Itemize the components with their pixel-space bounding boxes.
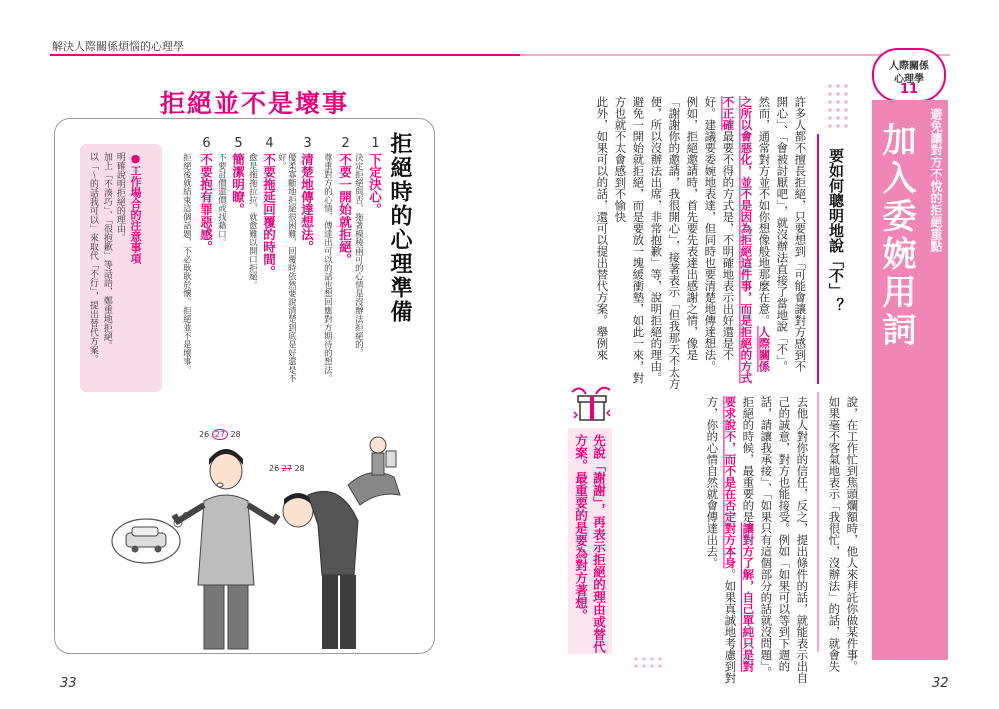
badge-number: 11 <box>899 82 919 97</box>
body-p1-line-2: 開心」、「會被討厭吧」，就沒辦法直接了當地說「不」。 <box>775 96 790 372</box>
calendar-counter-a <box>199 430 241 439</box>
body-p3-line-4: 避免一開始就拒絕，而是要放一塊緩衝墊，如此一來，對 <box>631 96 646 384</box>
body-p4-line-1: 說，在工作忙到焦頭爛額時，他人來拜託你做某件事。 <box>845 396 860 672</box>
refusal-illustration <box>108 425 408 657</box>
body-p4-line-7-highlight: 要求說不，而不是在否定對方本身 <box>723 396 738 569</box>
dot-pattern-bottom-icon <box>632 655 672 669</box>
point-number-5: 5 <box>231 136 246 151</box>
body-p2-line-2: 之所以會惡化，並不是因為拒絕這件事，而是拒絕的方式 <box>739 96 754 384</box>
page-number-right: 32 <box>932 676 949 691</box>
counter-a-28: 28 <box>230 430 241 439</box>
summary-line-2: 方案。最重要的是要為對方著想。 <box>573 434 589 622</box>
point-number-1: 1 <box>368 136 383 151</box>
body-p4-line-6-highlight: 讓對方了解，自己單純只是對 <box>741 522 756 672</box>
counter-a-27: 27 <box>212 429 228 440</box>
body-p2-line-3-text: 最要不得的方式是，不明確地表示出好還是不 <box>721 130 736 361</box>
point-number-2: 2 <box>338 136 353 151</box>
body-p4-line-7 <box>724 396 736 684</box>
work-notes-title: ●工作場合的注意事項 <box>129 152 142 264</box>
counter-b-26: 26 <box>269 464 280 473</box>
body-p1-line-1: 許多人都不擅長拒絕，只要想到「可能會讓對方感到不 <box>793 96 808 372</box>
work-notes-line-2: 加上「不湊巧」、「很抱歉」等話語，鄭重地拒絕。 <box>101 152 112 350</box>
body-p4-line-2: 如果毫不客氣地表示「我很忙，沒辦法」的話，就會失 <box>827 396 842 672</box>
point-body-1: 決定拒絕與否，拖著模稜兩可的心情是沒辦法拒絕的。 <box>353 153 364 357</box>
point-number-4: 4 <box>262 136 277 151</box>
refusal-heading: 拒絕時的心理準備 <box>387 132 412 324</box>
body-p3-line-1: 例如，拒絕邀請時，首先要先表達出感謝之情，像是 <box>685 96 700 361</box>
gift-illustration <box>566 382 616 430</box>
point-heading-6: 不要抱有罪惡感。 <box>198 153 214 253</box>
work-notes-line-3: 以「～的話我可以」來取代「不行」，提出替代方案。 <box>87 152 98 364</box>
point-heading-2: 不要一開始就拒絕。 <box>337 153 353 266</box>
lower-rule <box>817 392 819 652</box>
point-body-2: 尊重對方的心情，傳達出可以的話也想回應對方期待的想法。 <box>322 153 333 383</box>
point-heading-5: 簡潔明瞭。 <box>230 153 246 216</box>
body-p3-line-3: 便，所以沒辦法出席，非常抱歉」等，說明拒絕的理由。 <box>649 96 664 384</box>
body-p3-line-5: 方也就不太會感到不愉快 <box>613 96 628 223</box>
chapter-subtitle: 避免讓對方不悅的拒絕重點 <box>929 108 943 252</box>
body-p2-line-1-text: 然而，通常對方並不如你想像般地那麼在意。 <box>757 96 772 326</box>
body-p4-line-3: 去他人對你的信任，反之，提出條件的話，就能表示出自 <box>795 396 810 684</box>
counter-b-28: 28 <box>294 464 305 473</box>
point-body-3a: 優柔寡斷地拒絕很困難，回覆時依然要說清楚到底是好還是不 <box>286 153 297 383</box>
point-number-3: 3 <box>300 136 315 151</box>
body-p3-line-6: 此外，如果可以的話，還可以提出替代方案。舉例來 <box>595 96 610 361</box>
dot-pattern-icon <box>826 82 850 134</box>
work-notes-line-1: 明確說明拒絕的理由。 <box>114 152 125 242</box>
point-number-6: 6 <box>199 136 214 151</box>
body-p2-line-1-highlight: 人際關係 <box>757 326 772 372</box>
point-body-5: 不要討價還價或找藉口。 <box>216 153 227 247</box>
gift-box-icon <box>566 382 616 426</box>
summary-line-1: 先說「謝謝」，再表示拒絕的理由或替代 <box>591 434 607 653</box>
bowing-man-icon <box>283 491 358 649</box>
body-p2-line-3 <box>722 96 734 361</box>
point-body-3b: 好。 <box>276 153 287 170</box>
badge-line-1: 人際關係 <box>889 61 929 72</box>
header-rule <box>50 54 950 56</box>
body-p3-line-2: 「謝謝你的邀請，我很開心」，接著表示「但我那天不太方 <box>667 96 682 390</box>
shrugging-man-icon <box>174 449 278 649</box>
body-p4-line-4: 己的誠意，對方也能接受。例如「如果可以等到下週的 <box>777 396 792 672</box>
body-p2-line-4: 好。建議要委婉地表達，但同時也要清楚地傳達想法。 <box>703 96 718 372</box>
running-header: 解決人際關係煩惱的心理學 <box>52 40 184 53</box>
counter-b-27: 27 <box>281 464 292 473</box>
question-rule <box>817 134 819 384</box>
counter-a-26: 26 <box>199 430 210 439</box>
badge-line-2: 心理學 <box>894 74 924 85</box>
point-heading-3: 清楚地傳達想法。 <box>299 153 315 253</box>
body-p4-line-6 <box>742 396 754 672</box>
body-p4-line-6-text: 拒絕的時候，最重要的是 <box>741 396 756 523</box>
point-body-6: 拒絕後就結束這個話題，不必耿耿於懷。拒絕並不是壞事。 <box>181 153 192 374</box>
body-p4-line-5: 話，請讓我承接」、「如果只有這個部分的話就沒問題」。 <box>759 396 774 678</box>
body-p2-line-3-highlight: 不正確 <box>721 96 736 131</box>
body-p4-line-8: 方，你的心情自然就會傳達出去。 <box>705 396 720 569</box>
page-number-left: 33 <box>60 676 77 691</box>
calendar-counter-b <box>269 464 305 473</box>
chapter-badge <box>872 48 946 102</box>
left-page-title: 拒絕並不是壞事 <box>160 89 350 118</box>
chapter-title: 加入委婉用詞 <box>876 122 916 350</box>
point-body-4: 愈是拖拖拉拉，就愈難以開口拒絕。 <box>247 153 258 289</box>
question-heading: 要如何聰明地說「不」？ <box>827 148 845 313</box>
body-p2-line-1 <box>758 96 770 372</box>
climber-icon <box>348 437 400 505</box>
point-heading-1: 下定決心。 <box>367 153 383 216</box>
body-p4-line-7-text: 。如果真誠地考慮到對 <box>723 568 738 684</box>
point-heading-4: 不要拖延回覆的時間。 <box>261 153 277 278</box>
people-illustration <box>108 425 408 653</box>
